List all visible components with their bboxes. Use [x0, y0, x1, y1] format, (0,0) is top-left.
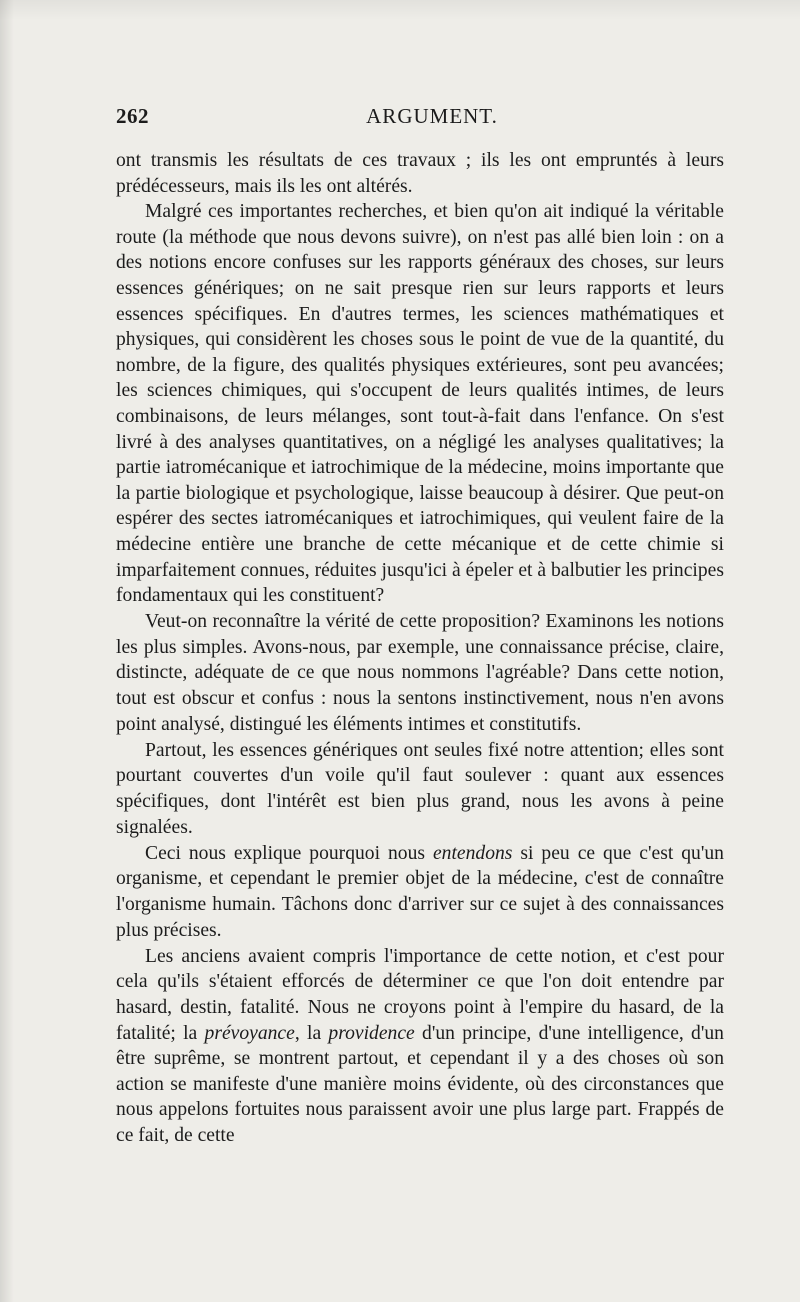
paragraph-6 — [116, 944, 724, 1149]
italic-prevoyance: prévoyance — [204, 1022, 295, 1044]
italic-entendons: entendons — [432, 842, 513, 864]
paragraph-6-text-b: , la — [294, 1022, 329, 1044]
paragraph-2: Malgré ces importantes recherches, et bien qu'on ait indiqué la véritable route (la méthode que nous devons suivre), on n'est pas allé bien loin : on a des notions encore confuses sur les rapports généraux des choses, sur leurs essences génériques; on ne sait presque rien sur leurs rapports et leurs essences spécifiques. En d'autres termes, les sciences mathématiques et physiques, qui considèrent les choses sous le point de vue de la quantité, du nombre, de la figure, des qualités physiques extérieures, sont peu avancées; les sciences chimiques, qui s'occupent de leurs qualités intimes, de leurs combinaisons, de leurs mélanges, sont tout-à-fait dans l'enfance. On s'est livré à des analyses quantitatives, on a négligé les analyses qualitatives; la partie iatromécanique et iatrochimique de la médecine, moins importante que la partie biologique et psychologique, laisse beaucoup à désirer. Que peut-on espérer des sectes iatromécaniques et iatrochimiques, qui veulent faire de la médecine entière une branche de cette mécanique et de cette chimie si imparfaitement connues, réduites jusqu'ici à épeler et à balbutier les principes fondamentaux qui les constituent? — [116, 201, 724, 607]
paragraph-6-text-c: d'un principe, d'une intelligence, d'un être suprême, se montrent partout, et cependant il y a des choses où son action se manifeste d'une manière moins évidente, où des circonstances que nous appelons fortuites nous paraissent avoir une plus large part. Frappés de ce fait, de cette — [116, 1022, 724, 1146]
running-head: ARGUMENT. — [366, 104, 498, 128]
paragraph-5-text-a: Ceci nous explique pourquoi nous — [145, 842, 433, 864]
paragraph-4: Partout, les essences génériques ont seules fixé notre attention; elles sont pourtant couvertes d'un voile qu'il faut soulever : quant aux essences spécifiques, dont l'intérêt est bien plus grand, nous les avons à peine signalées. — [116, 739, 724, 838]
paragraph-5 — [116, 841, 724, 943]
page-header — [116, 104, 724, 138]
body-text — [116, 148, 724, 1149]
paragraph-1: ont transmis les résultats de ces travaux ; ils les ont empruntés à leurs prédécesseurs, mais ils les ont altérés. — [116, 150, 724, 197]
italic-providence: providence — [328, 1022, 415, 1044]
paragraph-3: Veut-on reconnaître la vérité de cette proposition? Examinons les notions les plus simples. Avons-nous, par exemple, une connaissance précise, claire, distincte, adéquate de ce que nous nommons l'agréable? Dans cette notion, tout est obscur et confus : nous la sentons instinctivement, nous n'en avons point analysé, distingué les éléments intimes et constitutifs. — [116, 611, 724, 735]
paragraph-5-text-b: si peu ce que c'est qu'un organisme, et cependant le premier objet de la médecine, c'est de connaître l'organisme humain. Tâchons donc d'arriver sur ce sujet à des connaissances plus précises. — [116, 842, 724, 941]
paragraph-6-text-a: Les anciens avaient compris l'importance de cette notion, et c'est pour cela qu'ils s'étaient efforcés de déterminer ce que l'on doit entendre par hasard, destin, fatalité. Nous ne croyons point à l'empire du hasard, de la fatalité; la — [116, 945, 724, 1044]
page-number: 262 — [116, 104, 149, 128]
